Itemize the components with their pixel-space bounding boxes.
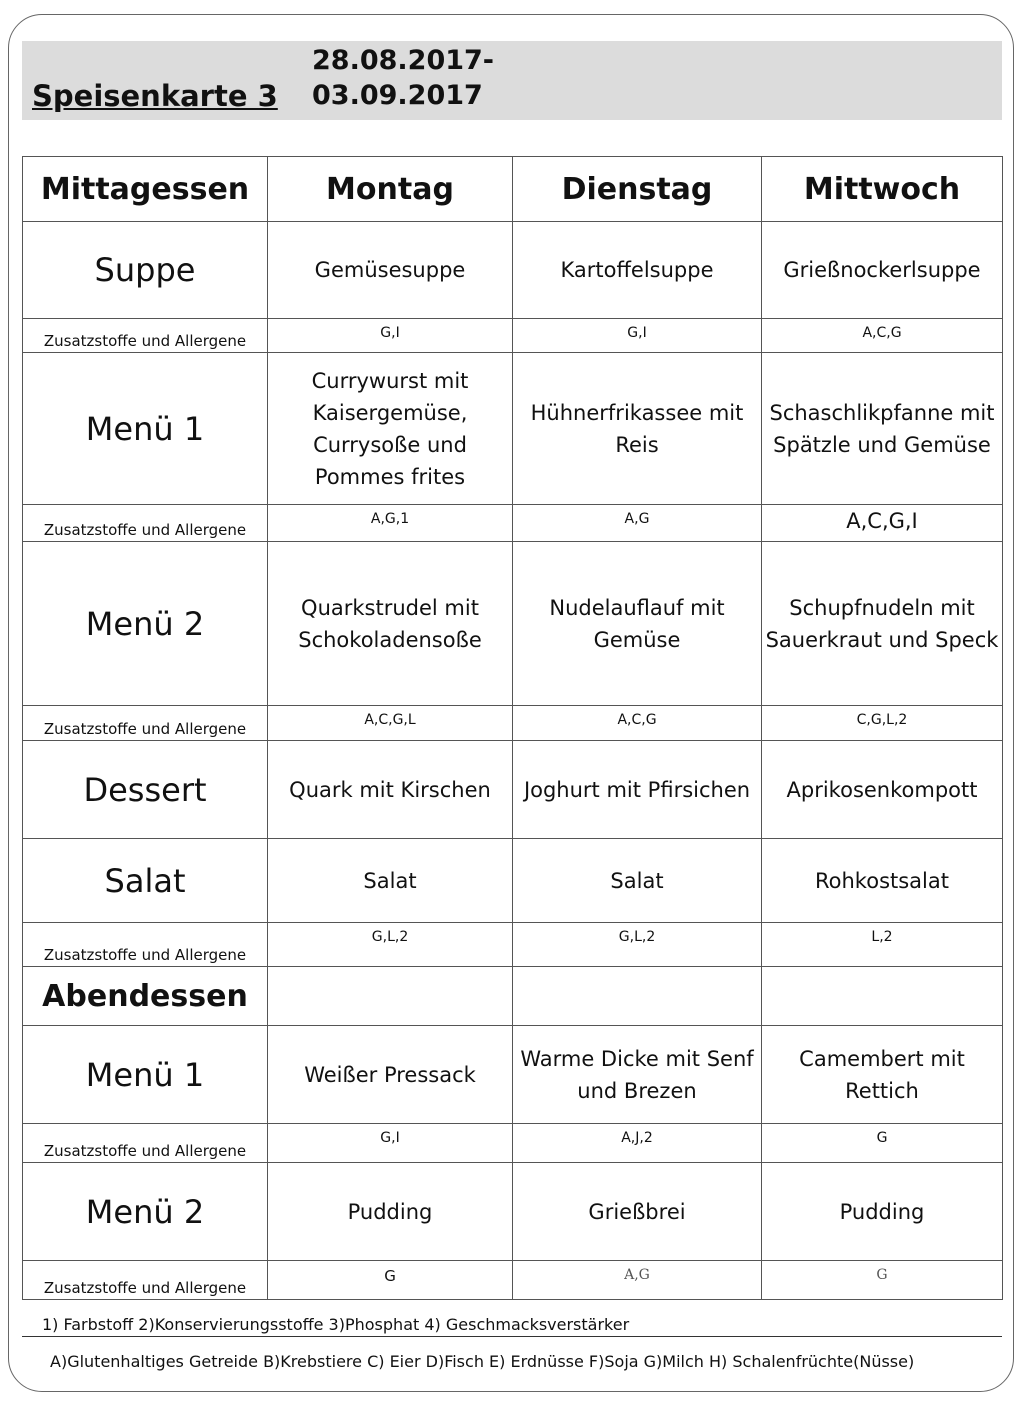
course-lunch-menu1: Menü 1 bbox=[23, 353, 268, 505]
course-lunch-menu2: Menü 2 bbox=[23, 542, 268, 706]
course-dinner-menu1: Menü 1 bbox=[23, 1026, 268, 1124]
row-soup bbox=[23, 222, 1003, 319]
allergen-label: Zusatzstoffe und Allergene bbox=[23, 923, 268, 967]
empty-cell bbox=[268, 967, 513, 1026]
dinner-section-title: Abendessen bbox=[23, 967, 268, 1026]
col-header-wednesday: Mittwoch bbox=[762, 157, 1003, 222]
allergen-cell: A,G bbox=[513, 1261, 762, 1300]
date-range: 28.08.2017- 03.09.2017 bbox=[312, 45, 495, 111]
row-allergens bbox=[23, 319, 1003, 353]
course-salad: Salat bbox=[23, 839, 268, 923]
allergen-cell: G,I bbox=[513, 319, 762, 353]
allergen-label: Zusatzstoffe und Allergene bbox=[23, 505, 268, 542]
row-dinner-menu2 bbox=[23, 1163, 1003, 1261]
dish-cell: Warme Dicke mit Senf und Brezen bbox=[513, 1026, 762, 1124]
dish-cell: Pudding bbox=[268, 1163, 513, 1261]
allergen-label: Zusatzstoffe und Allergene bbox=[23, 1124, 268, 1163]
dish-cell: Camembert mit Rettich bbox=[762, 1026, 1003, 1124]
course-dessert: Dessert bbox=[23, 741, 268, 839]
menu-table bbox=[22, 156, 1003, 1300]
allergen-label: Zusatzstoffe und Allergene bbox=[23, 1261, 268, 1300]
dish-cell: Schupfnudeln mit Sauerkraut und Speck bbox=[762, 542, 1003, 706]
allergen-cell: C,G,L,2 bbox=[762, 706, 1003, 741]
dish-cell: Quarkstrudel mit Schokoladensoße bbox=[268, 542, 513, 706]
allergen-cell: G bbox=[268, 1261, 513, 1300]
dish-cell: Grießnockerlsuppe bbox=[762, 222, 1003, 319]
dish-cell: Kartoffelsuppe bbox=[513, 222, 762, 319]
allergen-label: Zusatzstoffe und Allergene bbox=[23, 706, 268, 741]
row-lunch-menu2 bbox=[23, 542, 1003, 706]
allergen-cell: A,C,G,I bbox=[762, 505, 1003, 542]
col-header-meal: Mittagessen bbox=[23, 157, 268, 222]
dish-cell: Aprikosenkompott bbox=[762, 741, 1003, 839]
allergen-cell: G bbox=[762, 1124, 1003, 1163]
menu-title: Speisenkarte 3 bbox=[32, 79, 278, 113]
row-allergens bbox=[23, 505, 1003, 542]
course-soup: Suppe bbox=[23, 222, 268, 319]
allergen-cell: A,J,2 bbox=[513, 1124, 762, 1163]
row-allergens bbox=[23, 1261, 1003, 1300]
course-dinner-menu2: Menü 2 bbox=[23, 1163, 268, 1261]
allergen-cell: A,G,1 bbox=[268, 505, 513, 542]
dish-cell: Quark mit Kirschen bbox=[268, 741, 513, 839]
allergen-cell: A,G bbox=[513, 505, 762, 542]
allergen-cell: A,C,G,L bbox=[268, 706, 513, 741]
allergen-cell: L,2 bbox=[762, 923, 1003, 967]
empty-cell bbox=[762, 967, 1003, 1026]
header-row bbox=[23, 157, 1003, 222]
header-bar bbox=[22, 41, 1002, 120]
row-allergens bbox=[23, 923, 1003, 967]
row-dinner-header bbox=[23, 967, 1003, 1026]
dish-cell: Joghurt mit Pfirsichen bbox=[513, 741, 762, 839]
dish-cell: Pudding bbox=[762, 1163, 1003, 1261]
footnote-divider bbox=[22, 1336, 1002, 1337]
col-header-tuesday: Dienstag bbox=[513, 157, 762, 222]
row-lunch-menu1 bbox=[23, 353, 1003, 505]
allergen-cell: G bbox=[762, 1261, 1003, 1300]
allergen-cell: G,L,2 bbox=[513, 923, 762, 967]
row-salad bbox=[23, 839, 1003, 923]
dish-cell: Schaschlikpfanne mit Spätzle und Gemüse bbox=[762, 353, 1003, 505]
dish-cell: Hühnerfrikassee mit Reis bbox=[513, 353, 762, 505]
footnote-allergens: A)Glutenhaltiges Getreide B)Krebstiere C) Eier D)Fisch E) Erdnüsse F)Soja G)Milch H) Schalenfrüchte(Nüsse) bbox=[50, 1352, 915, 1371]
allergen-cell: A,C,G bbox=[513, 706, 762, 741]
row-allergens bbox=[23, 706, 1003, 741]
allergen-cell: G,L,2 bbox=[268, 923, 513, 967]
empty-cell bbox=[513, 967, 762, 1026]
dish-cell: Currywurst mit Kaisergemüse, Currysoße und Pommes frites bbox=[268, 353, 513, 505]
allergen-cell: A,C,G bbox=[762, 319, 1003, 353]
row-dessert bbox=[23, 741, 1003, 839]
dish-cell: Gemüsesuppe bbox=[268, 222, 513, 319]
dish-cell: Salat bbox=[268, 839, 513, 923]
dish-cell: Nudelauflauf mit Gemüse bbox=[513, 542, 762, 706]
footnote-additives: 1) Farbstoff 2)Konservierungsstoffe 3)Phosphat 4) Geschmacksverstärker bbox=[42, 1315, 630, 1334]
col-header-monday: Montag bbox=[268, 157, 513, 222]
dish-cell: Salat bbox=[513, 839, 762, 923]
row-dinner-menu1 bbox=[23, 1026, 1003, 1124]
dish-cell: Weißer Pressack bbox=[268, 1026, 513, 1124]
allergen-cell: G,I bbox=[268, 319, 513, 353]
dish-cell: Grießbrei bbox=[513, 1163, 762, 1261]
row-allergens bbox=[23, 1124, 1003, 1163]
allergen-cell: G,I bbox=[268, 1124, 513, 1163]
allergen-label: Zusatzstoffe und Allergene bbox=[23, 319, 268, 353]
dish-cell: Rohkostsalat bbox=[762, 839, 1003, 923]
